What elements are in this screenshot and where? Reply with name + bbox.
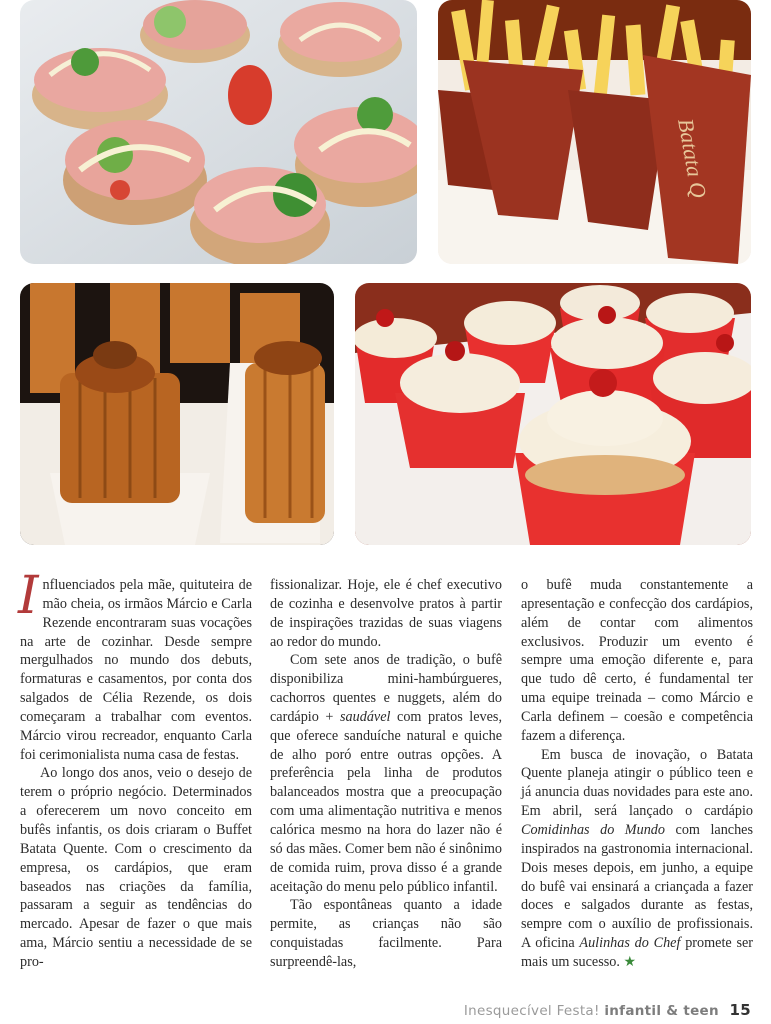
end-star-icon: ★ <box>623 953 637 970</box>
cupcakes-photo <box>355 283 751 545</box>
churros-photo <box>20 283 334 545</box>
article-paragraph: o bufê muda constantemente a apresentação e confecção dos cardápios, além de contar com alimentos exclusivos. Produzir um evento é sempre uma emoção diferente e, para que tudo dê certo, é fundamental ter uma equipe treinada – como Márcio e Carla definem – coesão e competência fazem a diferença. <box>521 577 753 744</box>
article-paragraph: Influenciados pela mãe, quituteira de mão cheia, os irmãos Márcio e Carla Rezende encontraram suas vocações na arte de cozinhar. Desde sempre mergulhados no mundo dos debuts, formaturas e casamentos, por conta dos salgados de Célia Rezende, os dois começaram a trabalhar com eventos. Márcio virou recreador, enquanto Carla foi cerimonialista numa casa de festas. <box>18 566 252 763</box>
article-paragraph: Tão espontâneas quanto a idade permite, as crianças não são conquistadas facilmente. Para surpreendê-las, <box>270 897 502 970</box>
page-footer <box>464 1001 751 1019</box>
page-number: 15 <box>729 1001 751 1019</box>
fries-cup-label: Batata Q <box>673 116 712 200</box>
drop-cap: I <box>18 566 39 626</box>
article-paragraph: Em busca de inovação, o Batata Quente planeja atingir o público teen e já anuncia duas novidades para este ano. Em abril, será lançado o cardápio Comidinhas do Mundo com lanches inspirados na gastronomia internacional. Dois meses depois, em junho, a equipe do bufê vai ensinará a criançada a fazer doces e salgados durante as festas, sempre com o auxílio de profissionais. A oficina Aulinhas do Chef promete ser mais um sucesso. ★ <box>521 746 754 970</box>
canapes-photo <box>20 0 417 264</box>
article-paragraph: Com sete anos de tradição, o bufê disponibiliza mini-hambúrgueres, cachorros quentes e nuggets, além do cardápio + saudável com pratos leves, que oferece sanduíche natural e quiche de alho poró entre outras opções. A preferência pela linha de produtos balanceados mostra que a preocupação com uma alimentação nutritiva e menos calórica mesmo na hora do lazer não é só das mães. Comer bem não é sinônimo de comida ruim, prova disso é a grande aceitação do menu pelo público infantil. <box>270 652 503 895</box>
magazine-name: Inesquecível Festa! <box>463 1003 600 1019</box>
article-paragraph: fissionalizar. Hoje, ele é chef executivo de cozinha e desenvolve pratos à partir de inspirações trazidas de suas viagens ao redor do mundo. <box>270 577 502 650</box>
article-column-3 <box>521 576 753 972</box>
fries-photo <box>438 0 751 264</box>
article-paragraph: Ao longo dos anos, veio o desejo de terem o próprio negócio. Determinados a oferecerem um novo conceito em bufês infantis, os dois criaram o Buffet Batata Quente. Com o crescimento da empresa, os cardápios, que eram baseados nas criações da família, passaram a seguir as tendências do mercado. Apesar de fazer o que mais ama, Márcio sentiu a necessidade de se pro- <box>20 765 252 970</box>
section-name: infantil & teen <box>604 1003 719 1019</box>
article-column-1 <box>18 566 252 972</box>
article-column-2 <box>270 576 502 972</box>
